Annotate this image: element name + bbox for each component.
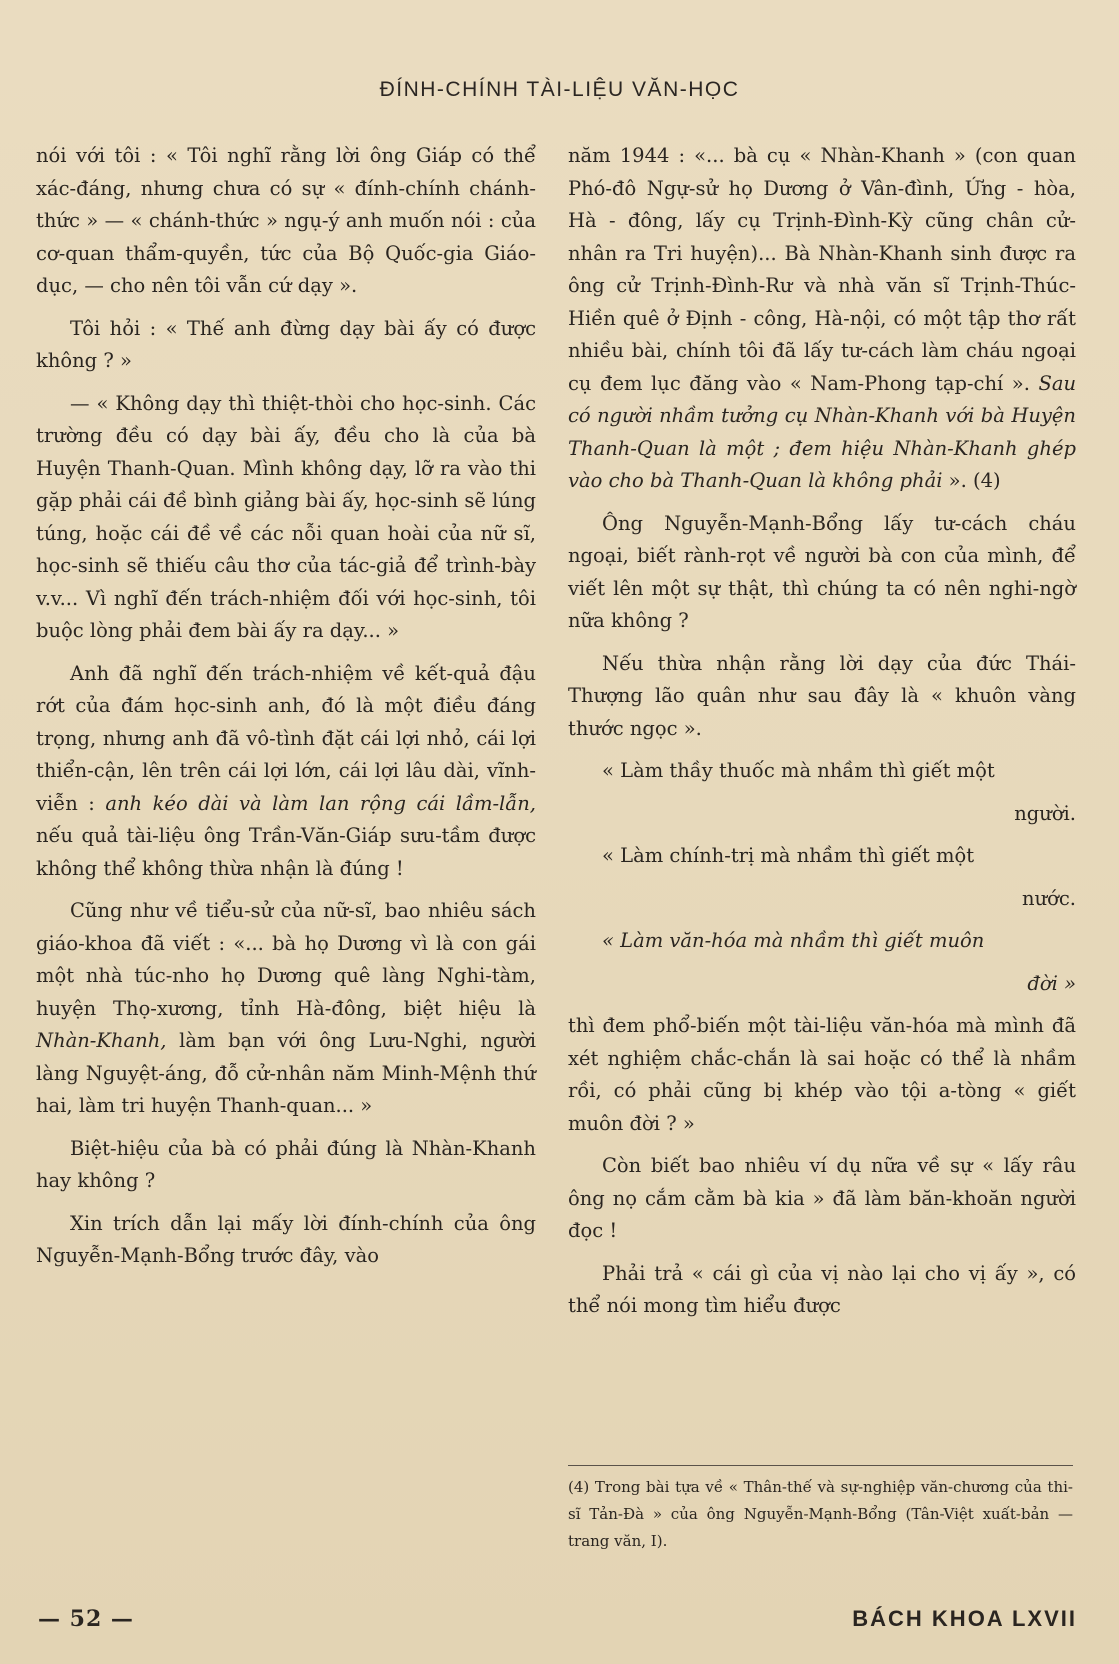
italic-phrase: Sau có người nhầm tưởng cụ Nhàn-Khanh với bà Huyện Thanh-Quan là một ; đem hiệu Nhàn-Khanh ghép vào cho bà Thanh-Quan là không phải bbox=[568, 371, 1077, 492]
paragraph: Tôi hỏi : « Thế anh đừng dạy bài ấy có được không ? » bbox=[36, 316, 536, 372]
paragraph: Ông Nguyễn-Mạnh-Bổng lấy tư-cách cháu ngoại, biết rành-rọt về người bà con của mình, để viết lên một sự thật, thì chúng ta có nên nghi-ngờ nữa không ? bbox=[568, 511, 1076, 632]
quote-block bbox=[568, 755, 1076, 1000]
page-number: — 52 — bbox=[38, 1606, 134, 1632]
footnote: (4) Trong bài tựa về « Thân-thế và sự-nghiệp văn-chương của thi-sĩ Tản-Đà » của ông Nguyễn-Mạnh-Bổng (Tân-Việt xuất-bản — trang văn, I). bbox=[568, 1478, 1073, 1550]
quote-line-end: đời » bbox=[1027, 971, 1076, 995]
right-column bbox=[568, 140, 1076, 1400]
paragraph: thì đem phổ-biến một tài-liệu văn-hóa mà mình đã xét nghiệm chắc-chắn là sai hoặc có thể là nhầm rồi, có phải cũng bị khép vào tội a-tòng « giết muôn đời ? » bbox=[568, 1014, 1076, 1135]
paragraph: năm 1944 : «... bà cụ « Nhàn-Khanh » (con quan Phó-đô Ngự-sử họ Dương ở Vân-đình, Ứng - hòa, Hà - đông, lấy cụ Trịnh-Đình-Kỳ cũng chân cử-nhân ra Tri huyện)... Bà Nhàn-Khanh sinh được ra ông cử Trịnh-Đình-Rư và nhà văn sĩ Trịnh-Thúc-Hiền quê ở Định - công, Hà-nội, có một tập thơ rất nhiều bài, chính tôi đã lấy tư-cách làm cháu ngoại cụ đem lục đăng vào « Nam-Phong tạp-chí ». Sau có người nhầm tưởng cụ Nhàn-Khanh với bà Huyện Thanh-Quan là một ; đem hiệu Nhàn-Khanh ghép vào cho bà Thanh-Quan là không phải ». (4) bbox=[568, 144, 1077, 492]
journal-name: BÁCH KHOA LXVII bbox=[852, 1606, 1077, 1631]
footnote-rule bbox=[568, 1465, 1073, 1466]
paragraph: Cũng như về tiểu-sử của nữ-sĩ, bao nhiêu sách giáo-khoa đã viết : «... bà họ Dương vì là con gái một nhà túc-nho họ Dương quê làng Nghi-tàm, huyện Thọ-xương, tỉnh Hà-đông, biệt hiệu là Nhàn-Khanh, làm bạn với ông Lưu-Nghi, người làng Nguyệt-áng, đỗ cử-nhân năm Minh-Mệnh thứ hai, làm tri huyện Thanh-quan... » bbox=[36, 899, 537, 1117]
paragraph: Phải trả « cái gì của vị nào lại cho vị ấy », có thể nói mong tìm hiểu được bbox=[568, 1261, 1076, 1317]
quote-line: « Làm văn-hóa mà nhầm thì giết muôn bbox=[602, 929, 985, 952]
italic-phrase: anh kéo dài và làm lan rộng cái lầm-lẫn, bbox=[105, 791, 536, 815]
left-column bbox=[36, 140, 536, 1555]
quote-line: « Làm chính-trị mà nhầm thì giết một bbox=[602, 844, 975, 867]
paragraph: Xin trích dẫn lại mấy lời đính-chính của ông Nguyễn-Mạnh-Bổng trước đây, vào bbox=[36, 1211, 536, 1267]
italic-phrase: Nhàn-Khanh, bbox=[36, 1029, 167, 1052]
paragraph: Biệt-hiệu của bà có phải đúng là Nhàn-Khanh hay không ? bbox=[36, 1136, 536, 1192]
paragraph: Nếu thừa nhận rằng lời dạy của đức Thái-Thượng lão quân như sau đây là « khuôn vàng thước ngọc ». bbox=[568, 651, 1076, 740]
running-head: ĐÍNH-CHÍNH TÀI-LIỆU VĂN-HỌC bbox=[379, 78, 740, 101]
paragraph: Anh đã nghĩ đến trách-nhiệm về kết-quả đậu rớt của đám học-sinh anh, đó là một điều đáng trọng, nhưng anh đã vô-tình đặt cái lợi nhỏ, cái lợi thiển-cận, lên trên cái lợi lớn, cái lợi lâu dài, vĩnh-viễn : anh kéo dài và làm lan rộng cái lầm-lẫn, nếu quả tài-liệu ông Trần-Văn-Giáp sưu-tầm được không thể không thừa nhận là đúng ! bbox=[36, 661, 536, 880]
quote-line-end: người. bbox=[1014, 801, 1076, 825]
quote-line: « Làm thầy thuốc mà nhầm thì giết một bbox=[602, 759, 995, 782]
paragraph: — « Không dạy thì thiệt-thòi cho học-sinh. Các trường đều có dạy bài ấy, đều cho là của bà Huyện Thanh-Quan. Mình không dạy, lỡ ra vào thi gặp phải cái đề bình giảng bài ấy, học-sinh sẽ lúng túng, hoặc cái đề về các nỗi quan hoài của nữ sĩ, học-sinh sẽ thiếu câu thơ của tác-giả để trình-bày v.v... Vì nghĩ đến trách-nhiệm đối với học-sinh, tôi buộc lòng phải đem bài ấy ra dạy... » bbox=[36, 391, 536, 642]
paragraph: nói với tôi : « Tôi nghĩ rằng lời ông Giáp có thể xác-đáng, nhưng chưa có sự « đính-chính chánh-thức » — « chánh-thức » ngụ-ý anh muốn nói : của cơ-quan thẩm-quyền, tức của Bộ Quốc-gia Giáo-dục, — cho nên tôi vẫn cứ dạy ». bbox=[36, 144, 536, 297]
paragraph: Còn biết bao nhiêu ví dụ nữa về sự « lấy râu ông nọ cắm cằm bà kia » đã làm băn-khoăn người đọc ! bbox=[568, 1154, 1076, 1242]
quote-line-end: nước. bbox=[1022, 886, 1076, 910]
